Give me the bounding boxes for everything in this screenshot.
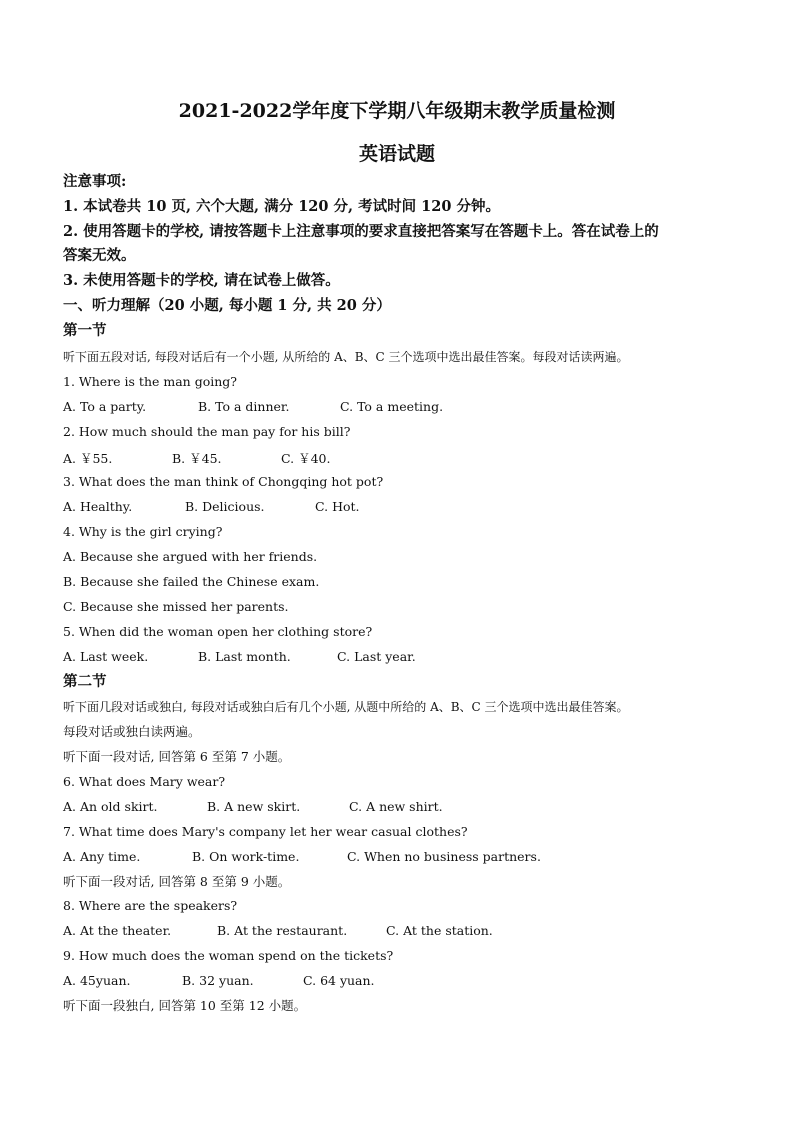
notice-item-3: 3. 未使用答题卡的学校, 请在试卷上做答。 [63,272,340,289]
question-4-stem: 4. Why is the girl crying? [63,524,223,539]
question-9-option-b: B. 32 yuan. [182,973,254,988]
question-8-option-c: C. At the station. [386,923,493,938]
question-4-option-a: A. Because she argued with her friends. [63,549,318,564]
question-6-option-a: A. An old skirt. [63,799,158,814]
question-5-option-c: C. Last year. [337,649,416,664]
section-1-heading: 第一节 [63,322,107,339]
question-7-option-a: A. Any time. [63,849,141,864]
question-3-stem: 3. What does the man think of Chongqing hot pot? [63,474,384,489]
question-8-option-b: B. At the restaurant. [217,923,348,938]
section-2-heading: 第二节 [63,673,107,690]
notice-item-2-line-1: 2. 使用答题卡的学校, 请按答题卡上注意事项的要求直接把答案写在答题卡上。答在试卷上的 [63,223,659,240]
section-2-instruction-line-2: 每段对话或独白读两遍。 [63,724,201,739]
question-9-option-a: A. 45yuan. [63,973,131,988]
question-1-option-a: A. To a party. [63,399,147,414]
question-5-option-b: B. Last month. [198,649,291,664]
section-1-instruction: 听下面五段对话, 每段对话后有一个小题, 从所给的 A、B、C 三个选项中选出最佳答案。每段对话读两遍。 [63,350,629,364]
question-3-option-a: A. Healthy. [63,499,133,514]
question-6-option-b: B. A new skirt. [207,799,301,814]
question-6-option-c: C. A new shirt. [349,799,443,814]
question-2-option-b: B. ￥45. [172,451,222,466]
question-9-option-c: C. 64 yuan. [303,973,375,988]
question-7-option-c: C. When no business partners. [347,849,541,864]
notice-heading: 注意事项: [63,173,127,190]
section-2-sub-instruction-2: 听下面一段对话, 回答第 8 至第 9 小题。 [63,874,291,889]
page-subtitle: 英语试题 [358,143,435,165]
question-7-stem: 7. What time does Mary's company let her wear casual clothes? [63,824,468,839]
question-3-option-b: B. Delicious. [185,499,265,514]
question-2-option-c: C. ￥40. [281,451,331,466]
question-3-option-c: C. Hot. [315,499,360,514]
question-1-stem: 1. Where is the man going? [63,374,237,389]
section-2-sub-instruction-3: 听下面一段独白, 回答第 10 至第 12 小题。 [63,998,307,1013]
part-1-heading: 一、听力理解（20 小题, 每小题 1 分, 共 20 分） [63,297,391,314]
section-2-sub-instruction-1: 听下面一段对话, 回答第 6 至第 7 小题。 [63,749,291,764]
notice-item-2-line-2: 答案无效。 [63,247,136,264]
question-7-option-b: B. On work-time. [192,849,300,864]
question-5-stem: 5. When did the woman open her clothing store? [63,624,373,639]
question-1-option-b: B. To a dinner. [198,399,290,414]
question-4-option-b: B. Because she failed the Chinese exam. [63,574,320,589]
question-6-stem: 6. What does Mary wear? [63,774,226,789]
question-4-option-c: C. Because she missed her parents. [63,599,289,614]
question-2-stem: 2. How much should the man pay for his bill? [63,424,351,439]
question-9-stem: 9. How much does the woman spend on the tickets? [63,948,394,963]
question-5-option-a: A. Last week. [63,649,149,664]
section-2-instruction-line-1: 听下面几段对话或独白, 每段对话或独白后有几个小题, 从题中所给的 A、B、C 三个选项中选出最佳答案。 [63,700,629,714]
notice-item-1: 1. 本试卷共 10 页, 六个大题, 满分 120 分, 考试时间 120 分钟。 [63,198,500,215]
question-8-stem: 8. Where are the speakers? [63,898,238,913]
question-1-option-c: C. To a meeting. [340,399,444,414]
page-title: 2021-2022学年度下学期八年级期末教学质量检测 [178,100,616,122]
question-8-option-a: A. At the theater. [63,923,172,938]
question-2-option-a: A. ￥55. [63,451,113,466]
